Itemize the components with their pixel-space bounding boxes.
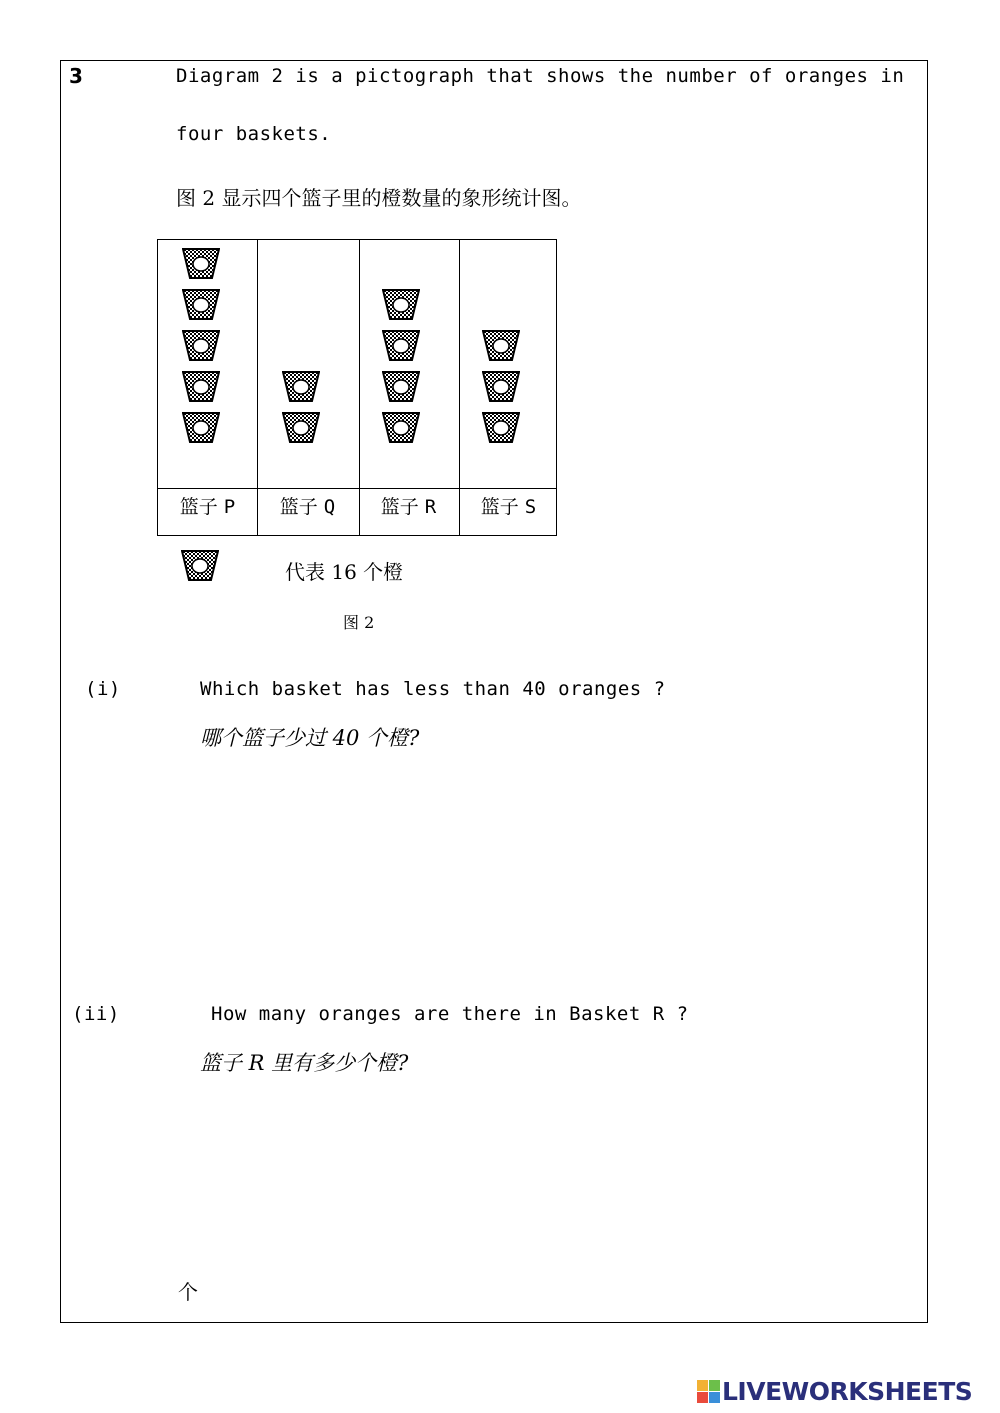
- column-divider: [257, 240, 258, 535]
- orange-basket-icon: [382, 370, 420, 403]
- logo-text: LIVEWORKSHEETS: [722, 1377, 973, 1406]
- answer-unit: 个: [178, 1280, 198, 1304]
- orange-basket-icon: [182, 370, 220, 403]
- orange-basket-icon: [182, 288, 220, 321]
- orange-basket-icon: [182, 329, 220, 362]
- column-divider: [459, 240, 460, 535]
- part-ii-question-english: How many oranges are there in Basket R ?: [211, 1003, 689, 1025]
- orange-basket-icon: [181, 549, 219, 582]
- part-i-question-english: Which basket has less than 40 oranges ?: [200, 678, 666, 700]
- label-row-divider: [158, 488, 556, 489]
- pictograph-key: 代表 16 个橙: [285, 560, 404, 584]
- logo-mark-icon: [697, 1380, 720, 1403]
- orange-basket-icon: [382, 288, 420, 321]
- orange-basket-icon: [282, 370, 320, 403]
- part-ii-label: (ii): [72, 1003, 120, 1025]
- orange-basket-icon: [382, 329, 420, 362]
- pictograph-table: [157, 239, 557, 536]
- column-label-r: 篮子 R: [380, 496, 437, 518]
- orange-basket-icon: [382, 411, 420, 444]
- part-i-question-chinese: 哪个篮子少过 40 个橙?: [200, 726, 420, 750]
- orange-basket-icon: [182, 411, 220, 444]
- liveworksheets-logo: [697, 1377, 972, 1406]
- orange-basket-icon: [482, 370, 520, 403]
- intro-english-line-2: four baskets.: [176, 123, 332, 145]
- part-i-label: (i): [85, 678, 121, 700]
- column-divider: [359, 240, 360, 535]
- column-label-p: 篮子 P: [179, 496, 236, 518]
- question-number: 3: [69, 64, 83, 88]
- column-label-s: 篮子 S: [480, 496, 537, 518]
- orange-basket-icon: [482, 411, 520, 444]
- figure-caption: 图 2: [343, 613, 375, 632]
- part-ii-question-chinese: 篮子 R 里有多少个橙?: [200, 1051, 409, 1075]
- column-label-q: 篮子 Q: [279, 496, 336, 518]
- intro-chinese: 图 2 显示四个篮子里的橙数量的象形统计图。: [176, 186, 582, 210]
- intro-english-line-1: Diagram 2 is a pictograph that shows the number of oranges in: [176, 65, 905, 87]
- orange-basket-icon: [182, 247, 220, 280]
- orange-basket-icon: [482, 329, 520, 362]
- orange-basket-icon: [282, 411, 320, 444]
